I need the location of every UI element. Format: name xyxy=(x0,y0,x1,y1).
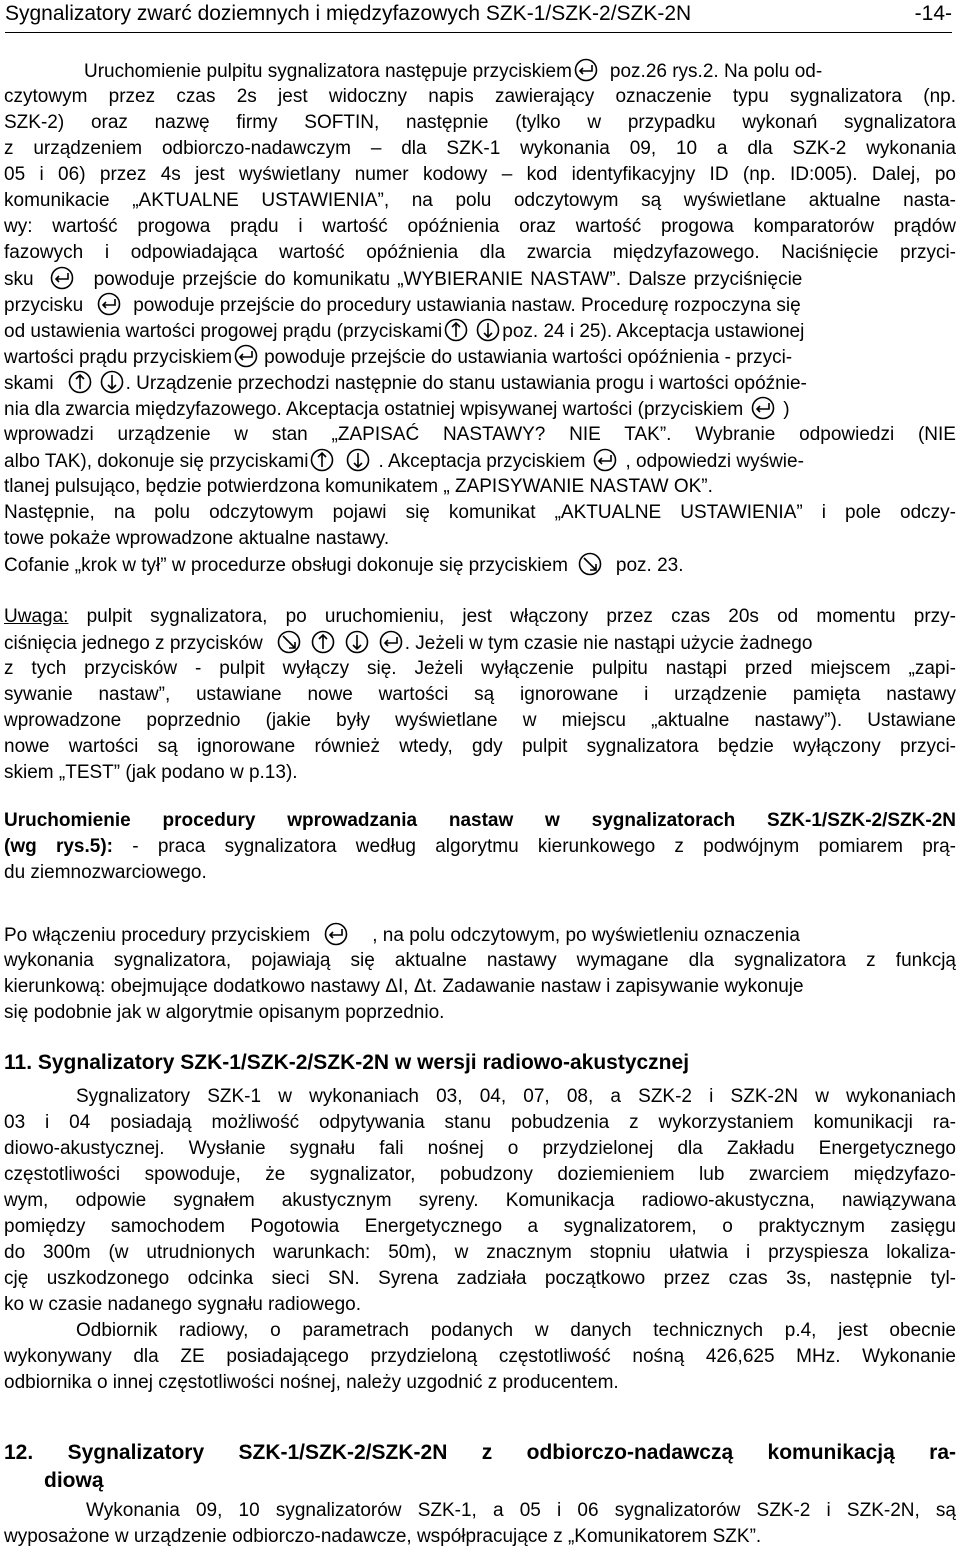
text-line: ko w czasie nadanego sygnału radiowego. xyxy=(4,1294,362,1315)
arrow-up-key-icon xyxy=(444,318,468,342)
text-line: z tych przycisków - pulpit wyłączy się. Jeżeli wyłączenie pulpitu nastąpi przed miejscem „zapi- xyxy=(4,658,956,679)
delta-symbol: Δ xyxy=(413,976,427,997)
page-header xyxy=(5,0,952,33)
arrow-up-key-icon xyxy=(311,630,335,654)
text-line: nowe wartości są ignorowane również wtedy, gdy pulpit sygnalizatora będzie wyłączony przyci- xyxy=(4,736,956,757)
text-line: (wg rys.5): - praca sygnalizatora według algorytmu kierunkowego z podwójnym pomiarem prą- xyxy=(4,836,956,857)
arrow-up-key-icon xyxy=(68,370,92,394)
text-line: tlanej pulsująco, będzie potwierdzona komunikatem „ ZAPISYWANIE NASTAW OK”. xyxy=(4,476,713,497)
text-line: Sygnalizatory SZK-1 w wykonaniach 03, 04, 07, 08, a SZK-2 i SZK-2N w wykonaniach xyxy=(76,1086,956,1107)
text-line: fazowych i odpowiadająca wartość opóźnienia dla zwarcia międzyfazowego. Naciśnięcie przyci- xyxy=(4,242,956,263)
text-line: częstotliwości spowoduje, że sygnalizator, pobudzony doziemieniem lub zwarciem międzyfazo- xyxy=(4,1164,956,1185)
delta-symbol: Δ xyxy=(385,976,398,997)
arrow-down-key-icon xyxy=(100,370,124,394)
text-line: sywanie nastaw”, ustawiane nowe wartości są ignorowane i urządzenie pamięta nastawy xyxy=(4,684,956,705)
enter-key-icon xyxy=(324,922,348,946)
text-line: komunikacie „AKTUALNE USTAWIENIA”, na polu odczytowym są wyświetlane aktualne nasta- xyxy=(4,190,956,211)
text-line: Następnie, na polu odczytowym pojawi się komunikat „AKTUALNE USTAWIENIA” i pole odczy- xyxy=(4,502,956,523)
text-line: skami . Urządzenie przechodzi następnie do stanu ustawiania progu i wartości opóźnie- xyxy=(4,370,956,396)
text-line: Wykonania 09, 10 sygnalizatorów SZK-1, a 05 i 06 sygnalizatorów SZK-2 i SZK-2N, są xyxy=(86,1500,956,1521)
text-line: wartości prądu przyciskiem powoduje przejście do ustawiania wartości opóźnienia - przyci- xyxy=(4,344,956,370)
text-line: diowo-akustycznej. Wysłanie sygnału fali nośnej o przydzielonej dla Zakładu Energetycznego xyxy=(4,1138,956,1159)
text-line: Po włączeniu procedury przyciskiem , na polu odczytowym, po wyświetleniu oznaczenia xyxy=(4,922,956,948)
text-line: towe pokaże wprowadzone aktualne nastawy. xyxy=(4,528,390,549)
text-line: wykonywany dla ZE posiadającego przydzieloną częstotliwość nośną 426,625 MHz. Wykonanie xyxy=(4,1346,956,1367)
text-line: wprowadzone poprzednio (jakie były wyświetlane w miejscu „aktualne nastawy”). Ustawiane xyxy=(4,710,956,731)
enter-key-icon xyxy=(574,58,598,82)
arrow-down-key-icon xyxy=(345,630,369,654)
enter-key-icon xyxy=(50,266,74,290)
header-title: Sygnalizatory zwarć doziemnych i międzyfazowych SZK-1/SZK-2/SZK-2N xyxy=(5,2,692,25)
text-line: z urządzeniem odbiorczo-nadawczym – dla SZK-1 wykonania 09, 10 a dla SZK-2 wykonania xyxy=(4,138,956,159)
text-line: 05 i 06) przez 4s jest wyświetlany numer kodowy – kod identyfikacyjny ID (np. ID:005). Dalej, po xyxy=(4,164,956,185)
text-line: cję uszkodzonego odcinka sieci SN. Syrena zadziała początkowo przez czas 3s, następnie tyl- xyxy=(4,1268,956,1289)
text-line: przycisku powoduje przejście do procedury ustawiania nastaw. Procedurę rozpoczyna się xyxy=(4,292,956,318)
text-line: odbiornika o innej częstotliwości nośnej, należy uzgodnić z producentem. xyxy=(4,1372,619,1393)
text-line: du ziemnozwarciowego. xyxy=(4,862,207,883)
text-line: wyposażone w urządzenie odbiorczo-nadawcze, współpracujące z „Komunikatorem SZK”. xyxy=(4,1526,762,1547)
text-line: skiem „TEST” (jak podano w p.13). xyxy=(4,762,298,783)
note-label: Uwaga: xyxy=(4,606,69,627)
text-line: od ustawienia wartości progowej prądu (przyciskami poz. 24 i 25). Akceptacja ustawionej xyxy=(4,318,956,344)
text-line: do 300m (w utrudnionych warunkach: 50m), w znacznym stopniu ułatwia i przyspiesza lokaliza- xyxy=(4,1242,956,1263)
page-number: -14- xyxy=(914,2,952,25)
text-line: nia dla zwarcia międzyfazowego. Akceptacja ostatniej wpisywanej wartości (przyciskiem ) xyxy=(4,396,956,422)
text-line: kierunkową: obejmujące dodatkowo nastawy ΔI, Δt. Zadawanie nastaw i zapisywanie wykonuje xyxy=(4,976,804,997)
text-line: się podobnie jak w algorytmie opisanym poprzednio. xyxy=(4,1002,445,1023)
enter-key-icon xyxy=(97,292,121,316)
text-line: ciśnięcia jednego z przycisków . Jeżeli w tym czasie nie nastąpi użycie żadnego xyxy=(4,630,956,656)
text-line: Uwaga: pulpit sygnalizatora, po uruchomieniu, jest włączony przez czas 20s od momentu przy- xyxy=(4,606,956,627)
back-key-icon xyxy=(578,552,602,576)
enter-key-icon xyxy=(234,344,258,368)
arrow-down-key-icon xyxy=(346,448,370,472)
text-line: Cofanie „krok w tył” w procedurze obsługi dokonuje się przyciskiem poz. 23. xyxy=(4,552,956,578)
text-line: sku powoduje przejście do komunikatu „WYBIERANIE NASTAW”. Dalsze przyciśnięcie xyxy=(4,266,956,292)
section-heading: Uruchomienie procedury wprowadzania nastaw w sygnalizatorach SZK-1/SZK-2/SZK-2N xyxy=(4,810,956,831)
text-line: SZK-2) oraz nazwę firmy SOFTIN, następnie (tylko w przypadku wykonań sygnalizatora xyxy=(4,112,956,133)
text-line: czytowym przez czas 2s jest widoczny napis zawierający oznaczenie typu sygnalizatora (np. xyxy=(4,86,956,107)
text-line: 03 i 04 posiadają możliwość odpytywania stanu pobudzenia z wykorzystaniem komunikacji ra- xyxy=(4,1112,956,1133)
arrow-up-key-icon xyxy=(310,448,334,472)
enter-key-icon xyxy=(751,396,775,420)
section-title: 11. Sygnalizatory SZK-1/SZK-2/SZK-2N w wersji radiowo-akustycznej xyxy=(4,1051,690,1074)
text-line: Odbiornik radiowy, o parametrach podanych w danych technicznych p.4, jest obecnie xyxy=(76,1320,956,1341)
text-line: wprowadzi urządzenie w stan „ZAPISAĆ NASTAWY? NIE TAK”. Wybranie odpowiedzi (NIE xyxy=(4,424,956,445)
text-line: wy: wartość progowa prądu i wartość opóźnienia oraz wartość progowa komparatorów prądów xyxy=(4,216,956,237)
text-line: albo TAK), dokonuje się przyciskami . Akceptacja przyciskiem , odpowiedzi wyświe- xyxy=(4,448,956,474)
text-line: Uruchomienie pulpitu sygnalizatora następuje przyciskiem poz.26 rys.2. Na polu od- xyxy=(84,58,956,84)
enter-key-icon xyxy=(593,448,617,472)
text-line: wym, odpowie sygnałem akustycznym syreny. Komunikacja radiowo-akustyczna, nawiązywana xyxy=(4,1190,956,1211)
text-line: wykonania sygnalizatora, pojawiają się aktualne nastawy wymagane dla sygnalizatora z funkcją xyxy=(4,950,956,971)
arrow-down-key-icon xyxy=(476,318,500,342)
enter-key-icon xyxy=(379,630,403,654)
text-line: pomiędzy samochodem Pogotowia Energetycznego a sygnalizatorem, o praktycznym zasięgu xyxy=(4,1216,956,1237)
section-title: 12. Sygnalizatory SZK-1/SZK-2/SZK-2N z odbiorczo-nadawczą komunikacją ra- xyxy=(4,1441,956,1464)
section-title: diową xyxy=(44,1469,104,1492)
back-key-icon xyxy=(277,630,301,654)
